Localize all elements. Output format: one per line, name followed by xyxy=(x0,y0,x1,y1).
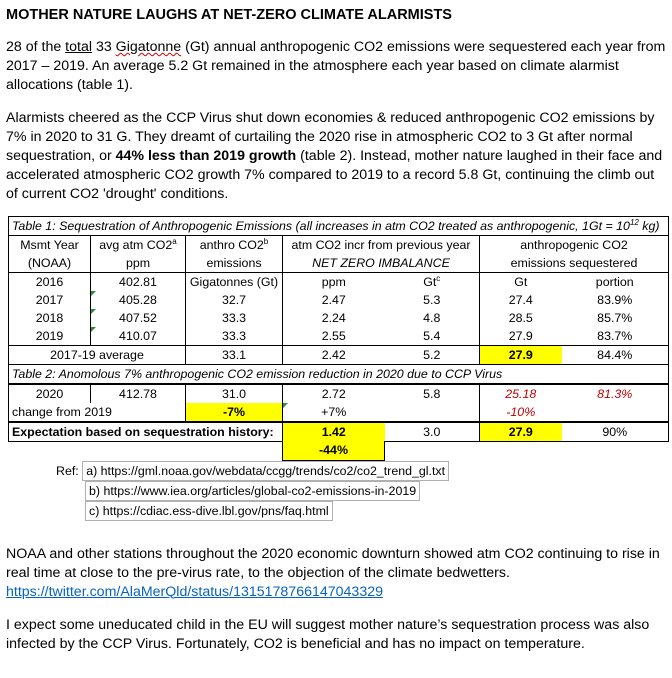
h1-emis-sup: b xyxy=(263,236,269,246)
ref-a xyxy=(56,461,668,481)
change-incr-ppm: +7% xyxy=(283,403,385,422)
expect-pct: -44% xyxy=(283,442,385,461)
references xyxy=(56,461,668,521)
table1-caption-end: kg) xyxy=(638,218,660,233)
expect-incr-ppm: 1.42 xyxy=(283,422,385,442)
change-seq-gt: -10% xyxy=(480,403,562,422)
change-blank-2 xyxy=(562,403,669,422)
incr-ppm-2020: 2.72 xyxy=(283,384,385,403)
ref-label: Ref: xyxy=(56,463,79,478)
ppm-2017: 405.28 xyxy=(91,291,186,309)
paragraph-4: I expect some uneducated child in the EU will suggest mother nature’s sequestration process was also infected by the CCP Virus. Fortunately, CO2 is beneficial and has no impact on temperature. xyxy=(6,616,650,652)
avg-label: 2017-19 average xyxy=(9,346,186,365)
para2-bold: 44% less than 2019 growth xyxy=(115,148,297,164)
seq-gt-2017: 27.4 xyxy=(480,291,562,309)
expect-label: Expectation based on sequestration history: xyxy=(9,422,283,442)
emis-2018: 33.3 xyxy=(186,309,283,327)
ref-c xyxy=(85,501,668,521)
year-2018: 2018 xyxy=(9,309,91,327)
paragraph-3 xyxy=(6,545,668,602)
avg-seq-gt: 27.9 xyxy=(480,346,562,365)
h3-ppm: ppm xyxy=(283,273,385,292)
incr-ppm-2017: 2.47 xyxy=(283,291,385,309)
expect-spacer xyxy=(9,442,283,461)
change-blank xyxy=(385,403,480,422)
change-emis: -7% xyxy=(186,403,283,422)
sequestration-tables xyxy=(8,216,668,521)
document-title: MOTHER NATURE LAUGHS AT NET-ZERO CLIMATE ALARMISTS xyxy=(6,7,452,23)
expect-seq-gt: 27.9 xyxy=(480,422,562,442)
year-2016: 2016 xyxy=(9,273,91,292)
h2-ppm: ppm xyxy=(91,254,186,273)
incr-gt-2017: 5.3 xyxy=(423,292,441,307)
table1-caption xyxy=(9,217,669,236)
year-2020: 2020 xyxy=(9,384,91,403)
avg-emis: 33.1 xyxy=(186,346,283,365)
expect-portion: 90% xyxy=(562,422,669,442)
h3-gt-sup: c xyxy=(436,273,441,283)
para1-text-a: 28 of the xyxy=(6,39,66,55)
portion-2019: 83.7% xyxy=(562,327,669,346)
h1-ppm-sup: a xyxy=(172,236,177,246)
ref-a-text: a) https://gml.noaa.gov/webdata/ccgg/trends/co2/co2_trend_gl.txt xyxy=(82,461,449,481)
seq-gt-2018: 28.5 xyxy=(480,309,562,327)
h2-seq: emissions sequestered xyxy=(480,254,669,273)
avg-incr-gt: 5.2 xyxy=(385,346,480,365)
caption-sup: 12 xyxy=(629,217,639,227)
h3-gt xyxy=(385,273,480,292)
seq-gt-2020: 25.18 xyxy=(480,384,562,403)
paragraph-1 xyxy=(6,38,668,95)
para2-text-b: (table 2). Instead, mother nature laughed in their face and accelerated atmospheric CO2 growth 7% compared to 2019 to a record 5.8 Gt, continuing the climb out of current CO2 'drought' conditions. xyxy=(6,148,663,202)
h2-year: (NOAA) xyxy=(9,254,91,273)
year-2017: 2017 xyxy=(9,291,91,309)
ref-b-text: b) https://www.iea.org/articles/global-co2-emissions-in-2019 xyxy=(85,481,420,501)
ref-b xyxy=(85,481,668,501)
para1-text-c: (Gt) annual anthropogenic CO2 emissions were sequestered each year from 2017 – 2019. An average 5.2 Gt remained in the atmosphere each year based on climate alarmist allocations (table 1). xyxy=(6,39,666,93)
year-2019: 2019 xyxy=(9,327,91,346)
incr-gt-2019: 5.4 xyxy=(423,328,441,343)
table2-caption: Table 2: Anomolous 7% anthropogenic CO2 emission reduction in 2020 due to CCP Virus xyxy=(9,365,669,385)
h2-emis: emissions xyxy=(186,254,283,273)
emis-2020: 31.0 xyxy=(186,384,283,403)
expect-incr-gt: 3.0 xyxy=(385,422,480,442)
avg-portion: 84.4% xyxy=(562,346,669,365)
portion-2018: 85.7% xyxy=(562,309,669,327)
emis-2017: 32.7 xyxy=(186,291,283,309)
ref-c-text: c) https://cdiac.ess-dive.lbl.gov/pns/faq.html xyxy=(85,501,333,521)
h3-gt-text: Gt xyxy=(423,274,437,289)
incr-gt-2018: 4.8 xyxy=(423,310,441,325)
h2-incr: NET ZERO IMBALANCE xyxy=(283,254,480,273)
portion-2020: 81.3% xyxy=(562,384,669,403)
h1-emis-text: anthro CO2 xyxy=(199,237,264,252)
ppm-2018: 407.52 xyxy=(91,309,186,327)
para3-text: NOAA and other stations throughout the 2020 economic downturn showed atm CO2 continuing to rise in real time at close to the pre-virus rate, to the objection of the climate bedwetters. xyxy=(6,545,660,581)
ppm-2016: 402.81 xyxy=(91,273,186,292)
h1-ppm-text: avg atm CO2 xyxy=(99,237,173,252)
avg-incr-ppm: 2.42 xyxy=(283,346,385,365)
h1-seq: anthropogenic CO2 xyxy=(480,236,669,255)
portion-2017: 83.9% xyxy=(562,291,669,309)
change-label: change from 2019 xyxy=(9,403,186,422)
incr-gt-2020: 5.8 xyxy=(385,384,480,403)
h1-emis xyxy=(186,236,283,255)
para1-gigatonne: Gigatonne xyxy=(115,39,182,55)
para2-text-a: Alarmists cheered as the CCP Virus shut down economies & reduced anthropogenic CO2 emissions by 7% in 2020 to 31 G. They dreamt of curtailing the 2020 rise in atmospheric CO2 to 3 Gt after normal sequestration, or xyxy=(6,110,655,164)
h3-seq-gt: Gt xyxy=(480,273,562,292)
expect-spacer-2 xyxy=(385,442,669,461)
para1-text-b: 33 xyxy=(92,39,116,55)
ppm-2019: 410.07 xyxy=(91,327,186,346)
h1-incr: atm CO2 incr from previous year xyxy=(283,236,480,255)
h3-portion: portion xyxy=(562,273,669,292)
h1-ppm xyxy=(91,236,186,255)
emis-2019: 33.3 xyxy=(186,327,283,346)
data-table xyxy=(8,216,669,461)
twitter-link[interactable]: https://twitter.com/AlaMerQld/status/1315178766147043329 xyxy=(6,583,383,600)
paragraph-2 xyxy=(6,109,668,204)
ppm-2020: 412.78 xyxy=(91,384,186,403)
para1-total: total xyxy=(65,39,92,55)
h3-gigatonnes: Gigatonnes (Gt) xyxy=(186,273,283,292)
h1-year: Msmt Year xyxy=(9,236,91,255)
table1-caption-text: Table 1: Sequestration of Anthropogenic Emissions (all increases in atm CO2 treated as anthropogenic, 1Gt = 10 xyxy=(12,218,630,233)
incr-ppm-2019: 2.55 xyxy=(283,327,385,346)
seq-gt-2019: 27.9 xyxy=(480,327,562,346)
incr-ppm-2018: 2.24 xyxy=(283,309,385,327)
